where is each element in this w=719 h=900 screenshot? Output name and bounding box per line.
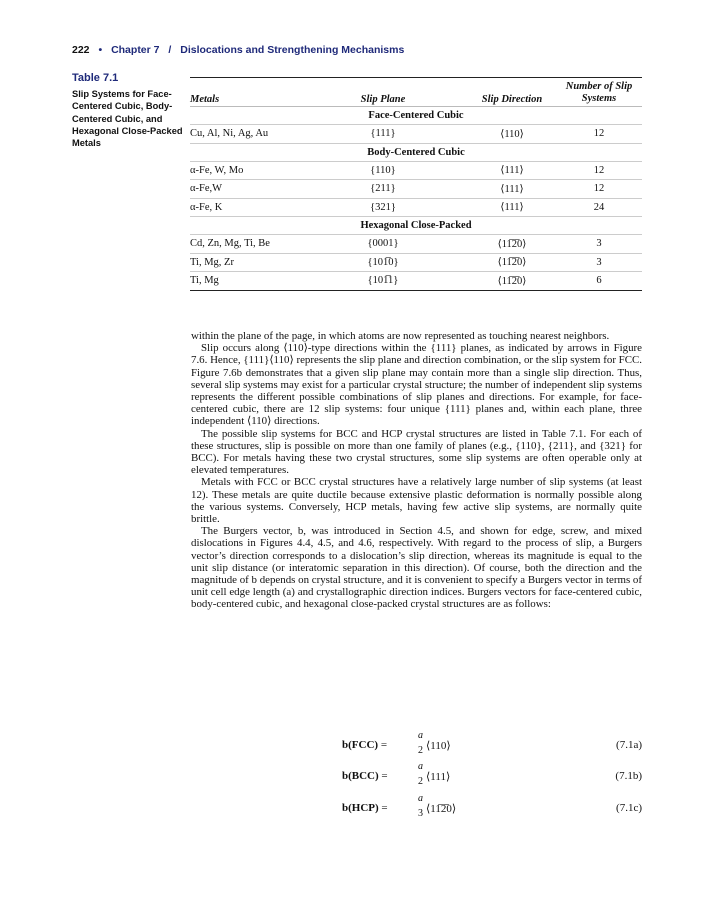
equation-lhs [342, 802, 388, 814]
cell-slip-direction: ⟨11̅2̅0⟩ [497, 275, 527, 287]
cell-metals: Ti, Mg, Zr [190, 256, 234, 268]
cell-metals: α-Fe, K [190, 201, 223, 213]
column-header-metals: Metals [190, 94, 220, 105]
cell-slip-count: 12 [593, 183, 605, 195]
cell-slip-count: 12 [593, 128, 605, 140]
equation-denominator: 2 [418, 745, 423, 756]
equation-equals: = [380, 739, 388, 751]
cell-slip-plane: {0001} [367, 238, 399, 250]
cell-metals: Cd, Zn, Mg, Ti, Be [190, 238, 270, 250]
cell-slip-plane: {211} [370, 183, 396, 195]
column-header-slip-plane: Slip Plane [360, 94, 406, 105]
equation-label: (7.1b) [615, 770, 642, 782]
cell-slip-plane: {110} [370, 164, 396, 176]
cell-metals: α-Fe, W, Mo [190, 164, 244, 176]
equation-fraction [416, 762, 425, 787]
paragraph: Metals with FCC or BCC crystal structures have a relatively large number of slip systems (at least 12). These metals are quite ductile because extensive plastic deformation is normally possible along the various systems. Conversely, HCP metals, having few active slip systems, are normally quite brittle. [191, 476, 642, 526]
table-row [190, 235, 642, 254]
equation-fraction [416, 794, 425, 819]
equation-lhs-text: b(HCP) [342, 802, 379, 814]
slip-systems-table [190, 77, 642, 291]
chapter-label: Chapter 7 [111, 44, 160, 56]
cell-slip-count: 6 [596, 275, 602, 287]
header-separator: / [168, 44, 172, 56]
equation-label: (7.1c) [616, 802, 642, 814]
equation-7-1a [190, 731, 642, 759]
equation-direction: ⟨110⟩ [426, 740, 451, 752]
equation-label: (7.1a) [616, 739, 642, 751]
header-bullet: • [98, 44, 103, 56]
table-row [190, 199, 642, 218]
equation-fraction [416, 731, 425, 756]
equation-equals: = [381, 802, 388, 814]
cell-slip-count: 3 [596, 238, 602, 250]
body-text [191, 330, 642, 611]
table-group-bcc: Body-Centered Cubic [190, 144, 642, 162]
equation-7-1c [190, 794, 642, 822]
column-header-number-of-slip-systems: Number of Slip Systems [565, 81, 633, 104]
table-header-row [190, 78, 642, 106]
equation-direction: ⟨11̅2̅0⟩ [426, 803, 457, 815]
equation-denominator: 2 [418, 776, 423, 787]
cell-slip-direction: ⟨111⟩ [500, 202, 524, 214]
equation-7-1b [190, 762, 642, 790]
cell-slip-direction: ⟨111⟩ [500, 165, 524, 177]
cell-slip-plane: {111} [370, 128, 396, 140]
equation-lhs [342, 770, 388, 782]
table-row [190, 162, 642, 181]
column-header-slip-direction: Slip Direction [481, 94, 543, 105]
equation-equals: = [381, 770, 388, 782]
cell-slip-direction: ⟨11̅2̅0⟩ [497, 238, 527, 250]
equation-numerator: a [418, 730, 423, 741]
equation-lhs-text: b(FCC) [342, 739, 379, 751]
equation-denominator: 3 [418, 808, 423, 819]
cell-metals: α-Fe,W [190, 183, 223, 195]
equation-numerator: a [418, 793, 423, 804]
paragraph: The possible slip systems for BCC and HCP crystal structures are listed in Table 7.1. For each of these structures, slip is possible on more than one family of planes (e.g., {110}, {211}, and {321} for BCC). For metals having these two crystal structures, some slip systems are often operable only at elevated temperatures. [191, 427, 642, 477]
table-group-fcc: Face-Centered Cubic [190, 107, 642, 125]
cell-slip-count: 24 [593, 201, 605, 213]
table-number: Table 7.1 [72, 72, 119, 84]
chapter-title: Dislocations and Strengthening Mechanisms [180, 44, 405, 56]
table-row [190, 180, 642, 199]
cell-slip-plane: {321} [370, 201, 396, 213]
table-group-hcp: Hexagonal Close-Packed [190, 217, 642, 235]
cell-metals: Cu, Al, Ni, Ag, Au [190, 128, 269, 140]
paragraph: The Burgers vector, b, was introduced in Section 4.5, and shown for edge, screw, and mixed dislocations in Figures 4.4, 4.5, and 4.6, respectively. With regard to the process of slip, a Burgers vector’s direction corresponds to a dislocation’s slip direction, whereas its magnitude is equal to the unit slip distance (or interatomic separation in this direction). Of course, both the direction and the magnitude of b depends on crystal structure, and it is convenient to specify a Burgers vector in terms of unit cell edge length (a) and crystallographic direction indices. Burgers vectors for face-centered cubic, body-centered cubic, and hexagonal close-packed crystal structures are as follows: [191, 525, 642, 611]
running-head [72, 44, 404, 56]
table-row [190, 272, 642, 291]
cell-slip-count: 12 [593, 164, 605, 176]
cell-slip-direction: ⟨11̅2̅0⟩ [497, 257, 527, 269]
equation-lhs [342, 739, 387, 751]
cell-metals: Ti, Mg [190, 275, 219, 287]
cell-slip-plane: {101̅1} [367, 275, 399, 287]
equation-numerator: a [418, 761, 423, 772]
page-number: 222 [72, 44, 90, 56]
table-caption-text: Slip Systems for Face-Centered Cubic, Body-Centered Cubic, and Hexagonal Close-Packed Metals [72, 89, 183, 149]
cell-slip-direction: ⟨111⟩ [500, 183, 524, 195]
equation-lhs-text: b(BCC) [342, 770, 379, 782]
equation-direction: ⟨111⟩ [426, 771, 451, 783]
paragraph: within the plane of the page, in which atoms are now represented as touching nearest neighbors. [191, 330, 610, 342]
paragraph: Slip occurs along ⟨110⟩-type directions within the {111} planes, as indicated by arrows in Figure 7.6. Hence, {111}⟨110⟩ represents the slip plane and direction combination, or the slip system for FCC. Figure 7.6b demonstrates that a given slip plane may contain more than a single slip direction. Thus, several slip systems may exist for a particular crystal structure; the number of independent slip systems represents the different possible combinations of slip planes and directions. For example, for face-centered cubic, there are 12 slip systems: four unique {111} planes and, within each plane, three independent ⟨110⟩ directions. [191, 342, 642, 428]
cell-slip-plane: {101̅0} [367, 256, 399, 268]
table-caption [72, 72, 184, 149]
table-row [190, 254, 642, 273]
cell-slip-direction: ⟨110⟩ [500, 128, 524, 140]
table-row [190, 125, 642, 144]
cell-slip-count: 3 [596, 256, 602, 268]
